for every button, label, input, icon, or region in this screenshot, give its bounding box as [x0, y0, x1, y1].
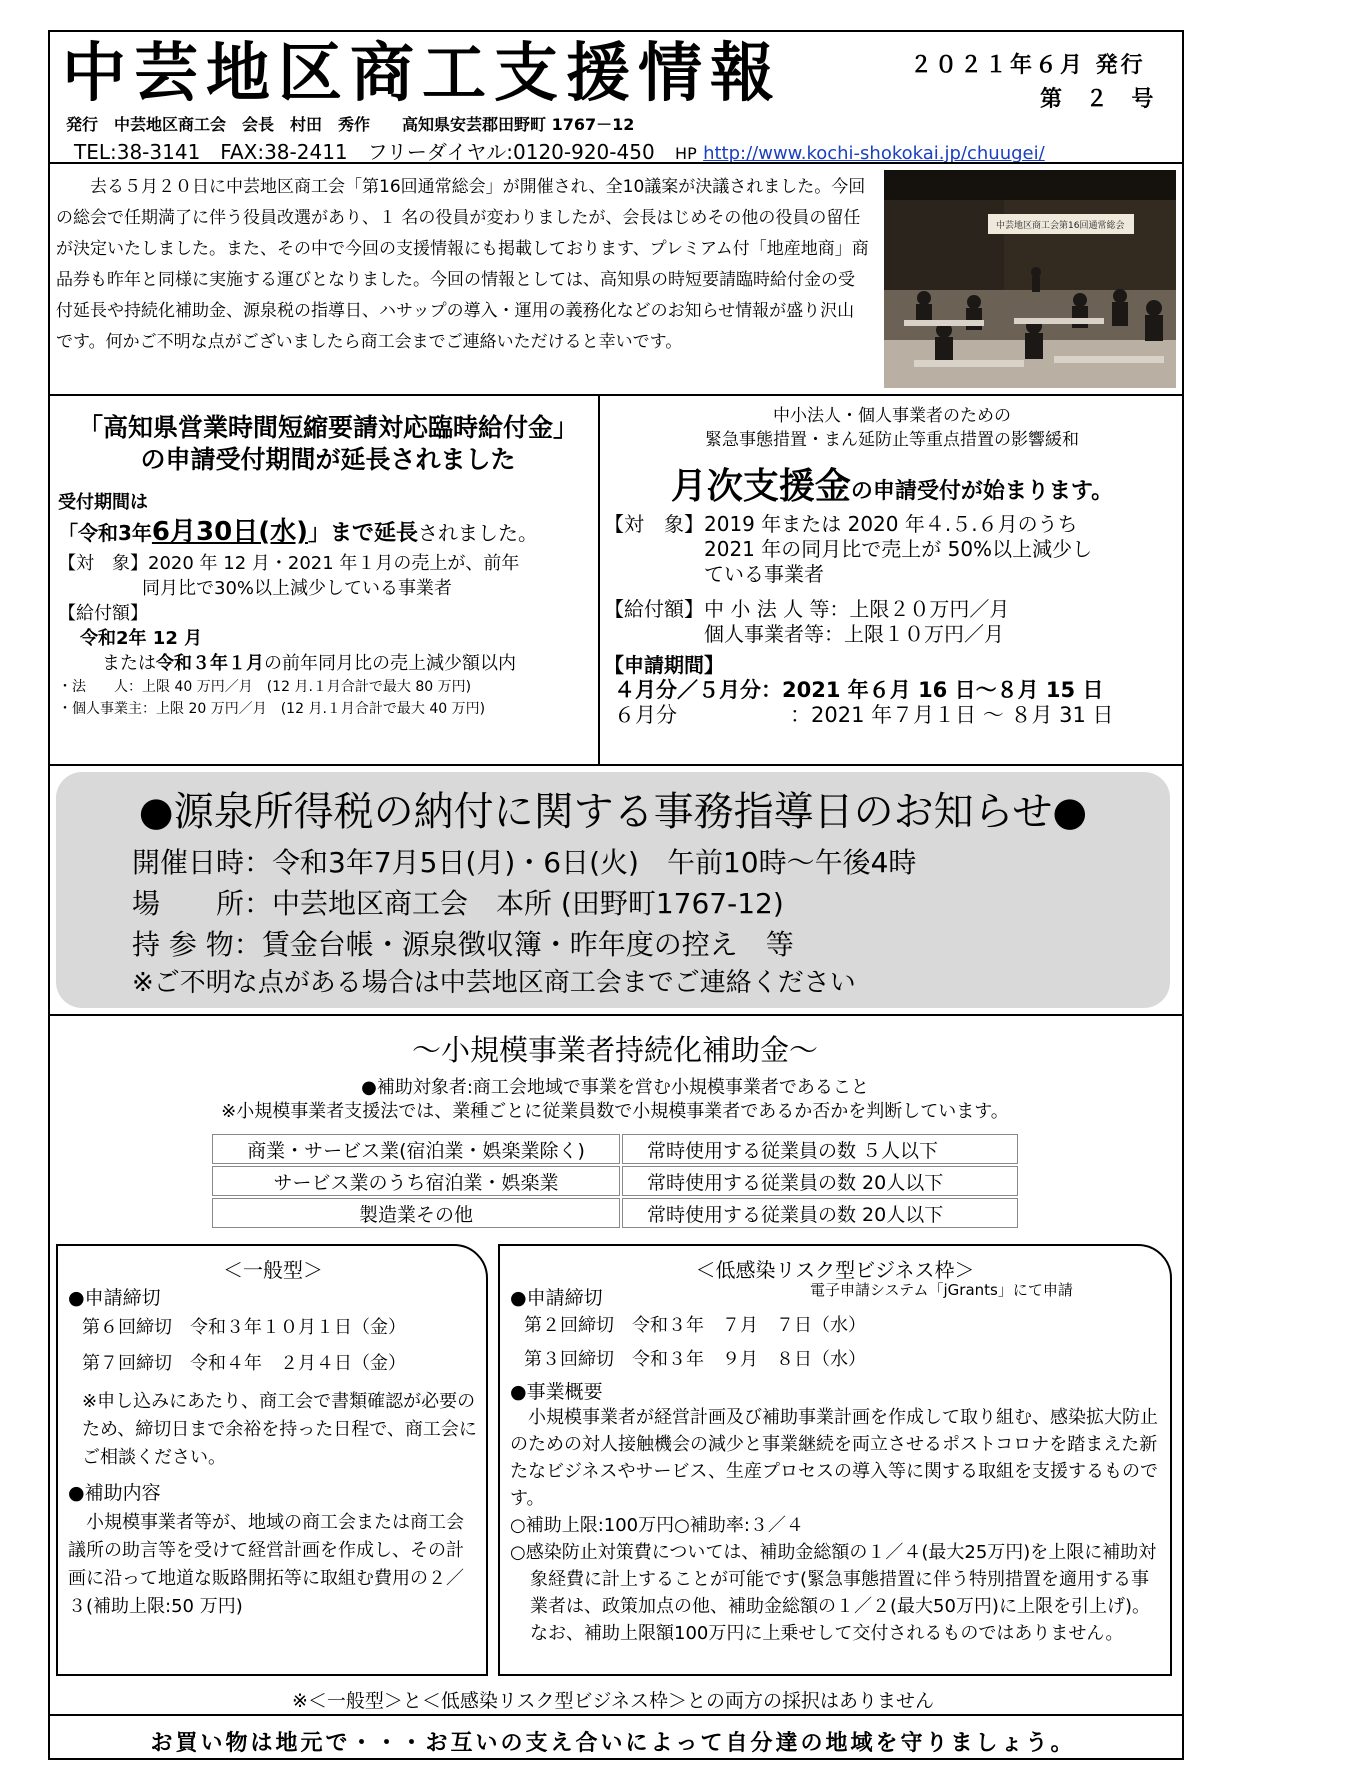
general-type-box: ＜一般型＞ ●申請締切 第６回締切 令和３年１０月１日（金） 第７回締切 令和４年 ２月４日（金） ※申し込みにあたり、商工会で書類確認が必要のため、締切日まで余裕を持った日程で、商工会にご相談ください。 ●補助内容 小規模事業者等が、地域の商工会または商工会議所の助言等を受けて経営計画を作成し、その計画に沿って地道な販路開拓等に取組む費用の２／３(補助上限:50 万円) — [56, 1244, 488, 1676]
issue-number: 第 ２ 号 — [1040, 87, 1162, 112]
closing-slogan: お買い物は地元で・・・お互いの支え合いによって自分達の地域を守りましょう。 — [150, 1731, 1076, 1756]
hp-label: HP — [675, 144, 697, 163]
divider — [48, 1714, 1184, 1716]
column-divider — [598, 394, 600, 764]
kochi-benefit-body: 受付期間は 「令和3年6月30日(水)」まで延長されました。 【対 象】2020 年 12 月・2021 年１月の売上が、前年 同月比で30%以上減少している事業者 【給付額】 令和2年 12 月 または令和３年１月の前年同月比の売上減少額以内 ・法 人：上限 40 万円／月 (12 月.１月合計で最大 80 万円) ・個人事業主：上限 20 万円／月 (12 月.１月合計で最大 40 万円) — [58, 490, 598, 720]
subsidy-target: ●補助対象者:商工会地域で事業を営む小規模事業者であること ※小規模事業者支援法では、業種ごとに従業員数で小規模事業者であるか否かを判断しています。 — [221, 1077, 1009, 1122]
low-infection-risk-box: ＜低感染リスク型ビジネス枠＞ ●申請締切 電子申請システム「jGrants」にて申請 第２回締切 令和３年 ７月 ７日（水） 第３回締切 令和３年 ９月 ８日（水） ●事業概要 小規模事業者が経営計画及び補助事業計画を作成して取り組む、感染拡大防止のための対人接触機会の減少と事業継続を両立させるポストコロナを踏まえた新たなビジネスやサービス、生産プロセスの導入等に関する取組を支援するものです。 ○補助上限:100万円○補助率:３／４ ○感染防止対策費については、補助金総額の１／４(最大25万円)を上限に補助対象経費に計上することが可能です(緊急事態措置に伴う特別措置を適用する事業者は、政策加点の他、補助金総額の１／２(最大50万円)に上限を引上げ)。なお、補助上限額100万円に上乗せして交付されるものではありません。 — [498, 1244, 1172, 1676]
monthly-support-body: 【対 象】2019 年または 2020 年４.５.６月のうち 2021 年の同月比で売上が 50%以上減少し ている事業者 【給付額】中 小 法 人 等：上限２０万円／月 個人事業者等：上限１０万円／月 【申請期間】 ４月分／５月分：2021 年６月 16 日～８月 15 日 ６月分 ：2021 年７月１日 ～ ８月 31 日 — [604, 512, 1114, 727]
limit-corporation: ・法 人：上限 40 万円／月 (12 月.１月合計で最大 80 万円) — [58, 679, 472, 695]
divider — [48, 764, 1184, 766]
withholding-tax-details — [132, 842, 916, 1001]
subsidy-title: ～小規模事業者持続化補助金～ — [411, 1033, 818, 1067]
issue-date: ２０２１年６月 発行 — [910, 53, 1146, 78]
divider — [48, 1014, 1184, 1016]
divider — [48, 162, 1184, 164]
monthly-support-title: 月次支援金の申請受付が始まります。 — [670, 466, 1114, 507]
contact-line — [74, 136, 1045, 165]
period-extension: 「令和3年6月30日(水)」まで延長されました。 — [58, 517, 538, 547]
items-to-bring: 持 参 物：賃金台帳・源泉徴収簿・昨年度の控え 等 — [132, 928, 794, 961]
divider — [48, 394, 1184, 396]
event-date: 開催日時：令和3年7月5日(月)・6日(火) 午前10時～午後4時 — [132, 846, 917, 879]
masthead-title: 中芸地区商工支援情報 — [62, 36, 782, 111]
event-place: 場 所：中芸地区商工会 本所 (田野町1767-12) — [132, 887, 784, 920]
table-row: 商業・サービス業(宿泊業・娯楽業除く) 常時使用する従業員の数 ５人以下 — [212, 1134, 1018, 1164]
jgrants-note: 電子申請システム「jGrants」にて申請 — [810, 1281, 1073, 1299]
homepage-link[interactable]: http://www.kochi-shokokai.jp/chuugei/ — [703, 143, 1045, 164]
limit-individual: ・個人事業主：上限 20 万円／月 (12 月.１月合計で最大 40 万円) — [58, 701, 486, 717]
period-label: 受付期間は — [58, 492, 148, 513]
general-meeting-photo — [884, 170, 1176, 388]
banner-text: 中芸地区商工会第16回通常総会 — [996, 221, 1125, 231]
kochi-benefit-title: 「高知県営業時間短縮要請対応臨時給付金」 の申請受付期間が延長されました — [77, 413, 578, 474]
business-scale-table — [210, 1132, 1020, 1230]
subsidy-footnote: ※＜一般型＞と＜低感染リスク型ビジネス枠＞との両方の採択はありません — [292, 1690, 934, 1712]
intro-text: 去る５月２０日に中芸地区商工会「第16回通常総会」が開催され、全10議案が決議されました。今回の総会で任期満了に伴う役員改選があり、１ 名の役員が変わりましたが、会長はじめその他の役員の留任が決定いたしました。また、その中で今回の支援情報にも掲載しております、プレミアム付「地産地商」商品券も昨年と同様に実施する運びとなりました。今回の情報としては、高知県の時短要請臨時給付金の受付延長や持続化補助金、源泉税の指導日、ハサップの導入・運用の義務化などのお知らせ情報が盛り沢山です。何かご不明な点がございましたら商工会までご連絡いただけると幸いです。 — [56, 177, 869, 352]
withholding-tax-title: ●源泉所得税の納付に関する事務指導日のお知らせ● — [138, 789, 1088, 835]
table-row: 製造業その他 常時使用する従業員の数 20人以下 — [212, 1198, 1018, 1228]
general-type-title: ＜一般型＞ — [223, 1258, 323, 1282]
tel-fax: TEL:38-3141 FAX:38-2411 フリーダイヤル:0120-920-450 — [74, 140, 655, 164]
low-infection-title: ＜低感染リスク型ビジネス枠＞ — [695, 1258, 975, 1282]
publisher-line: 発行 中芸地区商工会 会長 村田 秀作 高知県安芸郡田野町 1767－12 — [66, 115, 635, 134]
monthly-support-subtitle: 中小法人・個人事業者のための 緊急事態措置・まん延防止等重点措置の影響緩和 — [705, 406, 1079, 450]
contact-note: ※ご不明な点がある場合は中芸地区商工会までご連絡ください — [132, 968, 856, 998]
table-row: サービス業のうち宿泊業・娯楽業 常時使用する従業員の数 20人以下 — [212, 1166, 1018, 1196]
intro-paragraph — [56, 172, 870, 358]
